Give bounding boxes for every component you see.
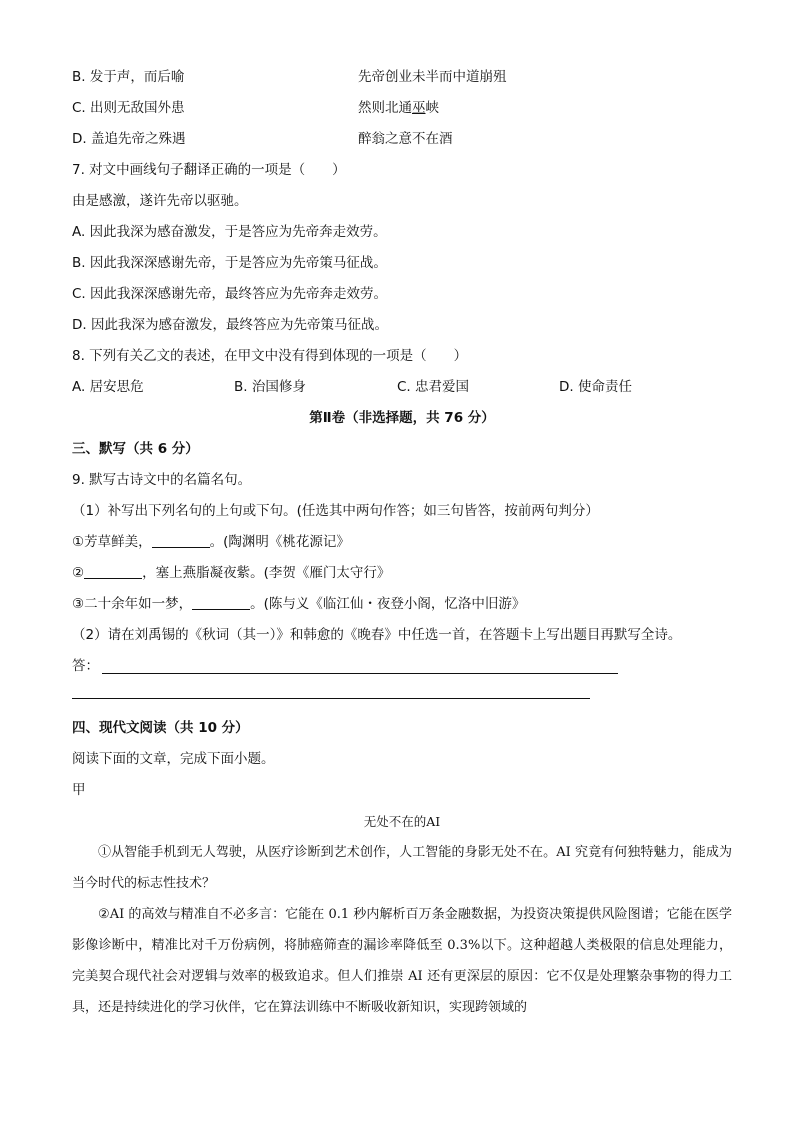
section4-title: 四、现代文阅读（共 10 分） bbox=[72, 720, 249, 736]
q9-line2 bbox=[72, 558, 732, 589]
article-paragraph-2: ②AI 的高效与精准自不必多言：它能在 0.1 秒内解析百万条金融数据，为投资决策提供风险图谱；它能在医学影像诊断中，精准比对千万份病例，将肺癌筛查的漏诊率降低至 0.3%以下。这种超越人类极限的信息处理能力，完美契合现代社会对逻辑与效率的极致追求。但人们推崇 AI 还有更深层的原因：它不仅是处理繁杂事物的得力工具，还是持续进化的学习伙伴，它在算法训练中不断吸收新知识，实现跨领域的 bbox=[72, 907, 732, 1015]
q7-option-a: A. 因此我深为感奋激发，于是答应为先帝奔走效劳。 bbox=[72, 224, 387, 240]
q7-option-b: B. 因此我深深感谢先帝，于是答应为先帝策马征战。 bbox=[72, 255, 387, 271]
q7-option-d: D. 因此我深为感奋激发，最终答应为先帝策马征战。 bbox=[72, 317, 388, 333]
q6-option-b bbox=[72, 62, 732, 93]
article-title: 无处不在的AI bbox=[363, 814, 441, 829]
q7-stem: 7. 对文中画线句子翻译正确的一项是（ ） bbox=[72, 162, 346, 178]
q8-options bbox=[72, 372, 732, 403]
q9-sub2: （2）请在刘禹锡的《秋词（其一）》和韩愈的《晚春》中任选一首，在答题卡上写出题目再默写全诗。 bbox=[72, 627, 682, 643]
q6-option-d bbox=[72, 124, 732, 155]
answer-row-2 bbox=[72, 682, 732, 713]
q9-line3-blank[interactable] bbox=[192, 595, 250, 610]
q8-option-d: D. 使命责任 bbox=[559, 379, 632, 395]
q7-sentence: 由是感激，遂许先帝以驱驰。 bbox=[72, 193, 248, 209]
q6-option-c-left: C. 出则无敌国外患 bbox=[72, 100, 185, 116]
answer-line-2[interactable] bbox=[72, 698, 590, 699]
q6-option-b-left: B. 发于声，而后喻 bbox=[72, 69, 185, 85]
article-body bbox=[72, 837, 732, 1023]
q8-option-c: C. 忠君爱国 bbox=[397, 379, 470, 395]
reading-intro: 阅读下面的文章，完成下面小题。 bbox=[72, 751, 275, 767]
q9-line2-blank[interactable] bbox=[84, 564, 142, 579]
q6-option-d-left: D. 盖追先帝之殊遇 bbox=[72, 131, 186, 147]
q9-line2-post: ，塞上燕脂凝夜紫。(李贺《雁门太守行》 bbox=[142, 565, 391, 581]
answer-row bbox=[72, 651, 732, 682]
q6-option-c-right-post: 峡 bbox=[425, 100, 439, 116]
answer-line-1[interactable] bbox=[102, 673, 618, 674]
q8-option-a: A. 居安思危 bbox=[72, 379, 144, 395]
q9-line1 bbox=[72, 527, 732, 558]
exam-page bbox=[72, 62, 732, 1023]
q7-option-c: C. 因此我深深感谢先帝，最终答应为先帝奔走效劳。 bbox=[72, 286, 388, 302]
q6-option-c-right-underlined: 巫 bbox=[412, 100, 426, 116]
q9-line1-blank[interactable] bbox=[152, 533, 210, 548]
q9-sub1: （1）补写出下列名句的上句或下句。(任选其中两句作答；如三句皆答，按前两句判分） bbox=[72, 503, 599, 519]
q9-line3 bbox=[72, 589, 732, 620]
passage-jia-label: 甲 bbox=[72, 782, 86, 798]
section3-title: 三、默写（共 6 分） bbox=[72, 441, 199, 457]
q9-stem: 9. 默写古诗文中的名篇名句。 bbox=[72, 472, 252, 488]
q9-line3-pre: ③二十余年如一梦， bbox=[72, 596, 193, 612]
q6-option-c-right-pre: 然则北通 bbox=[358, 100, 412, 116]
q8-stem: 8. 下列有关乙文的表述，在甲文中没有得到体现的一项是（ ） bbox=[72, 348, 468, 364]
q8-option-b: B. 治国修身 bbox=[234, 379, 306, 395]
q6-option-d-right: 醉翁之意不在酒 bbox=[358, 131, 453, 147]
q6-option-c-right bbox=[358, 93, 439, 124]
article-paragraph-1: ①从智能手机到无人驾驶，从医疗诊断到艺术创作，人工智能的身影无处不在。AI 究竟有何独特魅力，能成为当今时代的标志性技术？ bbox=[72, 845, 732, 891]
part2-title: 第Ⅱ卷（非选择题，共 76 分） bbox=[309, 410, 495, 426]
q9-line3-post: 。(陈与义《临江仙・夜登小阁，忆洛中旧游》 bbox=[250, 596, 526, 612]
q9-line1-pre: ①芳草鲜美， bbox=[72, 534, 152, 550]
q6-option-b-right: 先帝创业未半而中道崩殂 bbox=[358, 69, 507, 85]
answer-label: 答： bbox=[72, 658, 99, 674]
q9-line2-pre: ② bbox=[72, 565, 85, 581]
q6-option-c bbox=[72, 93, 732, 124]
q9-line1-post: 。(陶渊明《桃花源记》 bbox=[209, 534, 350, 550]
